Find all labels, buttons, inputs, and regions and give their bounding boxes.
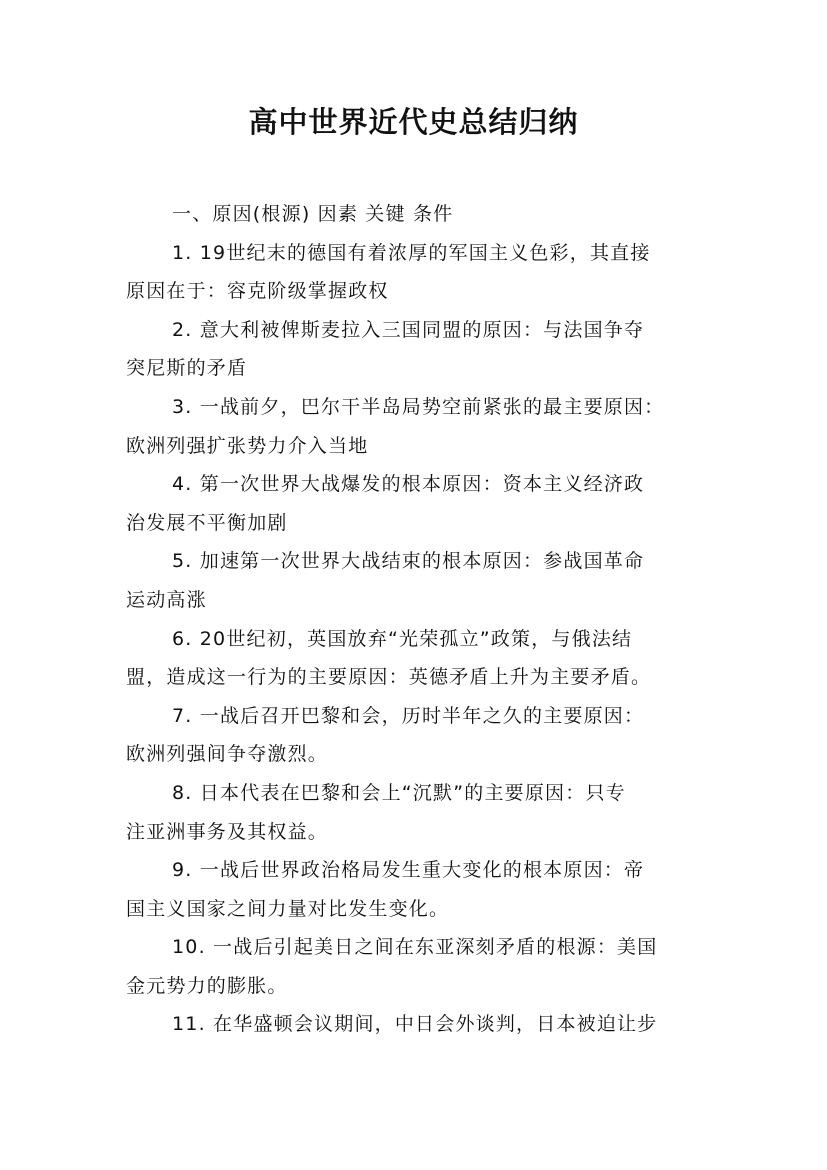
list-item-line: 运动高涨: [126, 588, 207, 611]
list-item-line: 欧洲列强间争夺激烈。: [126, 743, 329, 766]
list-item-line: 金元势力的膨胀。: [126, 974, 288, 997]
page-title: 高中世界近代史总结归纳: [248, 105, 579, 139]
list-item-line: 8. 日本代表在巴黎和会上“沉默”的主要原因：只专: [172, 781, 626, 804]
list-item-line: 5. 加速第一次世界大战结束的根本原因：参战国革命: [172, 550, 645, 573]
list-item: [126, 697, 716, 774]
list-item-line: 盟，造成这一行为的主要原因：英德矛盾上升为主要矛盾。: [126, 666, 652, 689]
list-item-line: 突尼斯的矛盾: [126, 357, 248, 380]
list-item-line: 1. 19世纪末的德国有着浓厚的军国主义色彩，其直接: [172, 241, 651, 264]
list-item-line: 9. 一战后世界政治格局发生重大变化的根本原因：帝: [172, 859, 645, 882]
document-body: [126, 195, 716, 1044]
list-item-line: 欧洲列强扩张势力介入当地: [126, 434, 369, 457]
list-item-line: 7. 一战后召开巴黎和会，历时半年之久的主要原因：: [172, 704, 645, 727]
list-item: [126, 851, 716, 928]
list-item: [126, 620, 716, 697]
section-heading: 一、原因(根源) 因素 关键 条件: [172, 203, 454, 225]
list-item-line: 4. 第一次世界大战爆发的根本原因：资本主义经济政: [172, 473, 645, 496]
list-item: [126, 311, 716, 388]
list-item: [126, 234, 716, 311]
list-item: [126, 542, 716, 619]
list-item: [126, 774, 716, 851]
list-item: [126, 928, 716, 1005]
list-item-line: 原因在于：容克阶级掌握政权: [126, 280, 389, 303]
list-item-line: 治发展不平衡加剧: [126, 511, 288, 534]
list-item-line: 2. 意大利被俾斯麦拉入三国同盟的原因：与法国争夺: [172, 318, 645, 341]
list-item: [126, 1005, 716, 1044]
list-item: [126, 388, 716, 465]
list-item-line: 注亚洲事务及其权益。: [126, 820, 329, 843]
list-item-line: 3. 一战前夕，巴尔干半岛局势空前紧张的最主要原因：: [172, 395, 665, 418]
list-item: [126, 465, 716, 542]
list-item-line: 11. 在华盛顿会议期间，中日会外谈判，日本被迫让步: [172, 1013, 658, 1036]
list-item-line: 6. 20世纪初，英国放弃“光荣孤立”政策，与俄法结: [172, 627, 633, 650]
list-item-line: 国主义国家之间力量对比发生变化。: [126, 897, 450, 920]
list-item-line: 10. 一战后引起美日之间在东亚深刻矛盾的根源：美国: [172, 936, 658, 959]
